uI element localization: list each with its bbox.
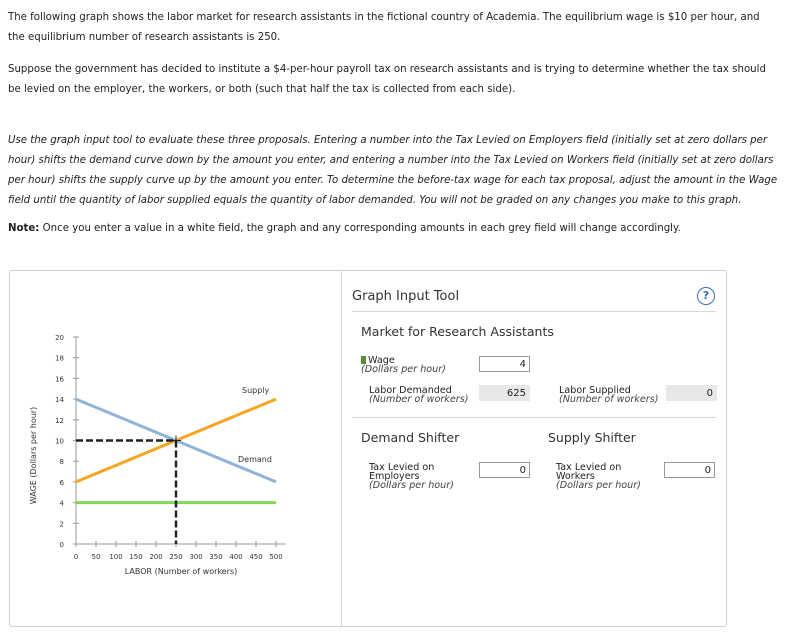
- x-tick-label: 250: [169, 553, 183, 561]
- y-tick-label: 14: [55, 396, 64, 405]
- intro-paragraph-1: The following graph shows the labor market for research assistants in the fictional country of Academia. The equilibrium wage is $10 per hour, and the equilibrium number of research assistants is 250.: [8, 12, 760, 43]
- x-tick-label: 0: [73, 553, 79, 561]
- y-tick-label: 16: [55, 375, 64, 384]
- labor-demanded-value: 625: [479, 385, 530, 401]
- wage-input[interactable]: 4: [479, 356, 530, 372]
- graph-panel: [9, 270, 727, 627]
- divider: [352, 417, 716, 418]
- y-tick-label: 4: [59, 499, 64, 508]
- y-tick-label: 8: [59, 458, 64, 467]
- wage-unit: (Dollars per hour): [361, 364, 446, 375]
- demand-label: Demand: [238, 455, 272, 464]
- labor-demanded-unit: (Number of workers): [369, 394, 469, 405]
- labor-supplied-label: Labor Supplied (Number of workers): [559, 385, 659, 405]
- x-tick-label: 500: [269, 553, 283, 561]
- note-text: Once you enter a value in a white field, the graph and any corresponding amounts in each grey field will change accordingly.: [39, 223, 681, 234]
- y-tick-label: 0: [59, 541, 64, 549]
- labor-supplied-unit: (Number of workers): [559, 394, 659, 405]
- x-tick-label: 350: [209, 553, 223, 561]
- note-paragraph: [8, 219, 778, 239]
- x-tick-label: 150: [129, 553, 143, 561]
- intro-paragraph-2: Suppose the government has decided to institute a $4-per-hour payroll tax on research assistants and is trying to determine whether the tax should be levied on the employer, the workers, or both (such that half the tax is collected from each side).: [8, 64, 766, 95]
- x-tick-label: 50: [91, 553, 101, 561]
- tax-employers-unit: (Dollars per hour): [369, 480, 454, 491]
- labor-supplied-value: 0: [666, 385, 717, 401]
- x-tick-label: 400: [229, 553, 243, 561]
- labor-market-chart[interactable]: [10, 271, 340, 626]
- tool-title: Graph Input Tool: [352, 289, 460, 304]
- divider: [352, 311, 716, 312]
- supply-shifter-title: Supply Shifter: [548, 430, 636, 445]
- market-title: Market for Research Assistants: [361, 324, 554, 339]
- tax-workers-label: Tax Levied on Workers (Dollars per hour): [556, 462, 641, 491]
- wage-swatch: [361, 356, 366, 364]
- y-tick-label: 18: [55, 354, 64, 363]
- tax-workers-unit: (Dollars per hour): [556, 480, 641, 491]
- graph-input-tool: [341, 271, 726, 626]
- y-axis-label: WAGE (Dollars per hour): [29, 406, 38, 505]
- y-tick-label: 12: [55, 416, 64, 425]
- y-tick-label: 2: [59, 520, 64, 529]
- y-tick-label: 6: [59, 478, 64, 487]
- wage-label: Wage (Dollars per hour): [361, 355, 446, 375]
- y-tick-label: 10: [55, 437, 64, 446]
- labor-demanded-label: Labor Demanded (Number of workers): [369, 385, 469, 405]
- x-tick-label: 200: [149, 553, 163, 561]
- instructions-paragraph: Use the graph input tool to evaluate these three proposals. Entering a number into the Tax Levied on Employers field (initially set at zero dollars per hour) shifts the demand curve down by the amount you enter, and entering a number into the Tax Levied on Workers field (initially set at zero dollars per hour) shifts the supply curve up by the amount you enter. To determine the before-tax wage for each tax proposal, adjust the amount in the Wage field until the quantity of labor supplied equals the quantity of labor demanded. You will not be graded on any changes you make to this graph.: [8, 135, 778, 206]
- x-tick-label: 450: [249, 553, 263, 561]
- tax-workers-input[interactable]: 0: [664, 462, 715, 478]
- x-tick-label: 100: [109, 553, 123, 561]
- help-icon[interactable]: ?: [697, 287, 715, 305]
- x-axis-label: LABOR (Number of workers): [124, 567, 238, 576]
- tax-employers-input[interactable]: 0: [479, 462, 530, 478]
- note-label: Note:: [8, 223, 40, 234]
- supply-label: Supply: [242, 386, 270, 395]
- y-tick-label: 20: [55, 334, 64, 342]
- tax-employers-label: Tax Levied on Employers (Dollars per hour): [369, 462, 454, 491]
- x-tick-label: 300: [189, 553, 203, 561]
- demand-shifter-title: Demand Shifter: [361, 430, 460, 445]
